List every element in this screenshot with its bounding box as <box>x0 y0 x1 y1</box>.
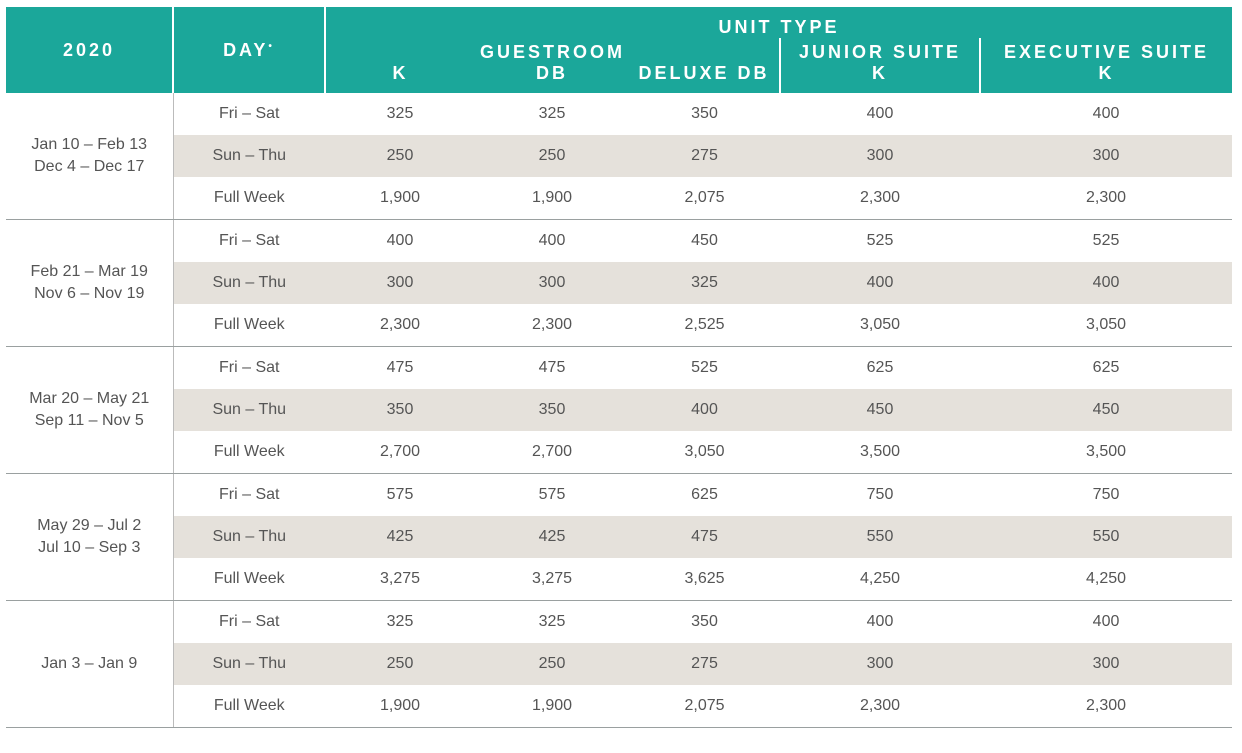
points-value-cell: 400 <box>629 389 780 431</box>
executive-suite-k-header: K <box>980 63 1232 93</box>
table-row <box>6 304 1232 347</box>
table-row <box>6 474 1232 517</box>
date-range: May 29 – Jul 2 <box>37 517 142 534</box>
points-value-cell: 325 <box>538 613 566 630</box>
date-range-cell <box>6 347 173 474</box>
points-value-cell: 550 <box>980 516 1232 558</box>
points-value-cell: 1,900 <box>475 685 629 728</box>
points-value-cell: 2,075 <box>629 177 780 220</box>
points-value-cell: 300 <box>475 262 629 304</box>
points-value-cell: 2,525 <box>629 304 780 347</box>
points-value-cell: 425 <box>325 516 475 558</box>
points-value-cell: 3,275 <box>325 558 475 601</box>
points-value-cell: 1,900 <box>475 177 629 220</box>
points-value-cell: 300 <box>980 643 1232 685</box>
points-chart <box>6 7 1232 728</box>
points-value-cell: 3,625 <box>629 558 780 601</box>
points-value-cell: 625 <box>1092 359 1120 376</box>
points-value-cell: 450 <box>980 389 1232 431</box>
points-value-cell: 4,250 <box>780 558 980 601</box>
points-value-cell: 325 <box>386 105 414 122</box>
points-value-cell: 3,050 <box>629 431 780 474</box>
points-value-cell: 525 <box>691 359 718 376</box>
points-value-cell: 750 <box>866 486 894 503</box>
day-cell: Fri – Sat <box>173 220 325 263</box>
day-cell: Sun – Thu <box>173 643 325 685</box>
guestroom-header: GUESTROOM <box>325 38 780 63</box>
date-range-cell <box>6 601 173 728</box>
points-value-cell: 4,250 <box>980 558 1232 601</box>
points-value-cell: 300 <box>980 135 1232 177</box>
points-table <box>6 7 1232 728</box>
points-value-cell: 350 <box>691 105 718 122</box>
day-cell: Sun – Thu <box>173 389 325 431</box>
points-value-cell: 2,300 <box>780 685 980 728</box>
day-cell: Full Week <box>173 177 325 220</box>
points-value-cell: 2,300 <box>475 304 629 347</box>
points-value-cell: 3,050 <box>980 304 1232 347</box>
points-value-cell: 2,075 <box>629 685 780 728</box>
day-cell: Fri – Sat <box>173 347 325 390</box>
day-cell: Full Week <box>173 685 325 728</box>
date-range: Mar 20 – May 21 <box>29 390 150 407</box>
table-row <box>6 347 1232 390</box>
points-value-cell: 625 <box>691 486 718 503</box>
guestroom-deluxe-db-header: DELUXE DB <box>629 63 780 93</box>
points-value-cell: 575 <box>538 486 566 503</box>
day-cell: Sun – Thu <box>173 516 325 558</box>
points-value-cell: 2,700 <box>325 431 475 474</box>
executive-suite-header: EXECUTIVE SUITE <box>980 38 1232 63</box>
table-row <box>6 262 1232 304</box>
date-range: Jul 10 – Sep 3 <box>38 539 141 556</box>
table-row <box>6 601 1232 644</box>
date-range: Nov 6 – Nov 19 <box>34 285 145 302</box>
year-header: 2020 <box>6 7 173 93</box>
points-value-cell: 625 <box>866 359 894 376</box>
points-value-cell: 475 <box>386 359 414 376</box>
points-value-cell: 275 <box>629 135 780 177</box>
points-value-cell: 475 <box>629 516 780 558</box>
points-value-cell: 425 <box>475 516 629 558</box>
points-value-cell: 400 <box>1092 613 1120 630</box>
day-cell: Full Week <box>173 558 325 601</box>
points-value-cell: 250 <box>475 643 629 685</box>
day-cell: Sun – Thu <box>173 135 325 177</box>
points-value-cell: 400 <box>538 232 566 249</box>
day-cell: Fri – Sat <box>173 601 325 644</box>
points-value-cell: 575 <box>386 486 414 503</box>
table-row <box>6 558 1232 601</box>
points-value-cell: 325 <box>538 105 566 122</box>
points-value-cell: 2,300 <box>980 177 1232 220</box>
points-value-cell: 350 <box>691 613 718 630</box>
points-value-cell: 2,300 <box>325 304 475 347</box>
guestroom-k-header: K <box>325 63 475 93</box>
junior-suite-k-header: K <box>780 63 980 93</box>
table-row <box>6 685 1232 728</box>
table-row <box>6 135 1232 177</box>
points-value-cell: 350 <box>475 389 629 431</box>
date-range-cell <box>6 474 173 601</box>
day-header: DAY• <box>173 7 325 93</box>
points-value-cell: 2,300 <box>980 685 1232 728</box>
date-range: Jan 10 – Feb 13 <box>31 136 148 153</box>
points-value-cell: 400 <box>866 105 894 122</box>
day-cell: Sun – Thu <box>173 262 325 304</box>
points-value-cell: 1,900 <box>325 685 475 728</box>
points-value-cell: 400 <box>386 232 414 249</box>
date-range-cell <box>6 220 173 347</box>
points-value-cell: 450 <box>691 232 718 249</box>
points-value-cell: 2,300 <box>780 177 980 220</box>
points-value-cell: 300 <box>780 135 980 177</box>
points-value-cell: 400 <box>780 262 980 304</box>
points-value-cell: 450 <box>780 389 980 431</box>
day-cell: Fri – Sat <box>173 93 325 135</box>
junior-suite-header: JUNIOR SUITE <box>780 38 980 63</box>
points-value-cell: 350 <box>325 389 475 431</box>
points-value-cell: 525 <box>866 232 894 249</box>
points-value-cell: 300 <box>780 643 980 685</box>
points-value-cell: 1,900 <box>325 177 475 220</box>
points-value-cell: 525 <box>1092 232 1120 249</box>
table-row <box>6 643 1232 685</box>
points-value-cell: 400 <box>980 262 1232 304</box>
day-cell: Full Week <box>173 304 325 347</box>
day-cell: Full Week <box>173 431 325 474</box>
points-value-cell: 3,500 <box>780 431 980 474</box>
unit-type-header: UNIT TYPE <box>325 7 1232 38</box>
table-row <box>6 177 1232 220</box>
date-range: Feb 21 – Mar 19 <box>30 263 148 280</box>
points-value-cell: 325 <box>629 262 780 304</box>
day-cell: Fri – Sat <box>173 474 325 517</box>
date-range: Jan 3 – Jan 9 <box>41 655 138 672</box>
table-row <box>6 93 1232 135</box>
table-body <box>6 93 1232 728</box>
table-row <box>6 220 1232 263</box>
points-value-cell: 275 <box>629 643 780 685</box>
table-row <box>6 431 1232 474</box>
table-header <box>6 7 1232 93</box>
points-value-cell: 3,050 <box>780 304 980 347</box>
table-row <box>6 516 1232 558</box>
points-value-cell: 300 <box>325 262 475 304</box>
points-value-cell: 550 <box>780 516 980 558</box>
points-value-cell: 3,275 <box>475 558 629 601</box>
points-value-cell: 250 <box>475 135 629 177</box>
table-row <box>6 389 1232 431</box>
date-range: Sep 11 – Nov 5 <box>34 412 144 429</box>
points-value-cell: 400 <box>1092 105 1120 122</box>
points-value-cell: 2,700 <box>475 431 629 474</box>
date-range: Dec 4 – Dec 17 <box>34 158 145 175</box>
guestroom-db-header: DB <box>475 63 629 93</box>
points-value-cell: 475 <box>538 359 566 376</box>
date-range-cell <box>6 93 173 220</box>
points-value-cell: 750 <box>1092 486 1120 503</box>
points-value-cell: 400 <box>866 613 894 630</box>
points-value-cell: 250 <box>325 135 475 177</box>
points-value-cell: 3,500 <box>980 431 1232 474</box>
points-value-cell: 250 <box>325 643 475 685</box>
points-value-cell: 325 <box>386 613 414 630</box>
